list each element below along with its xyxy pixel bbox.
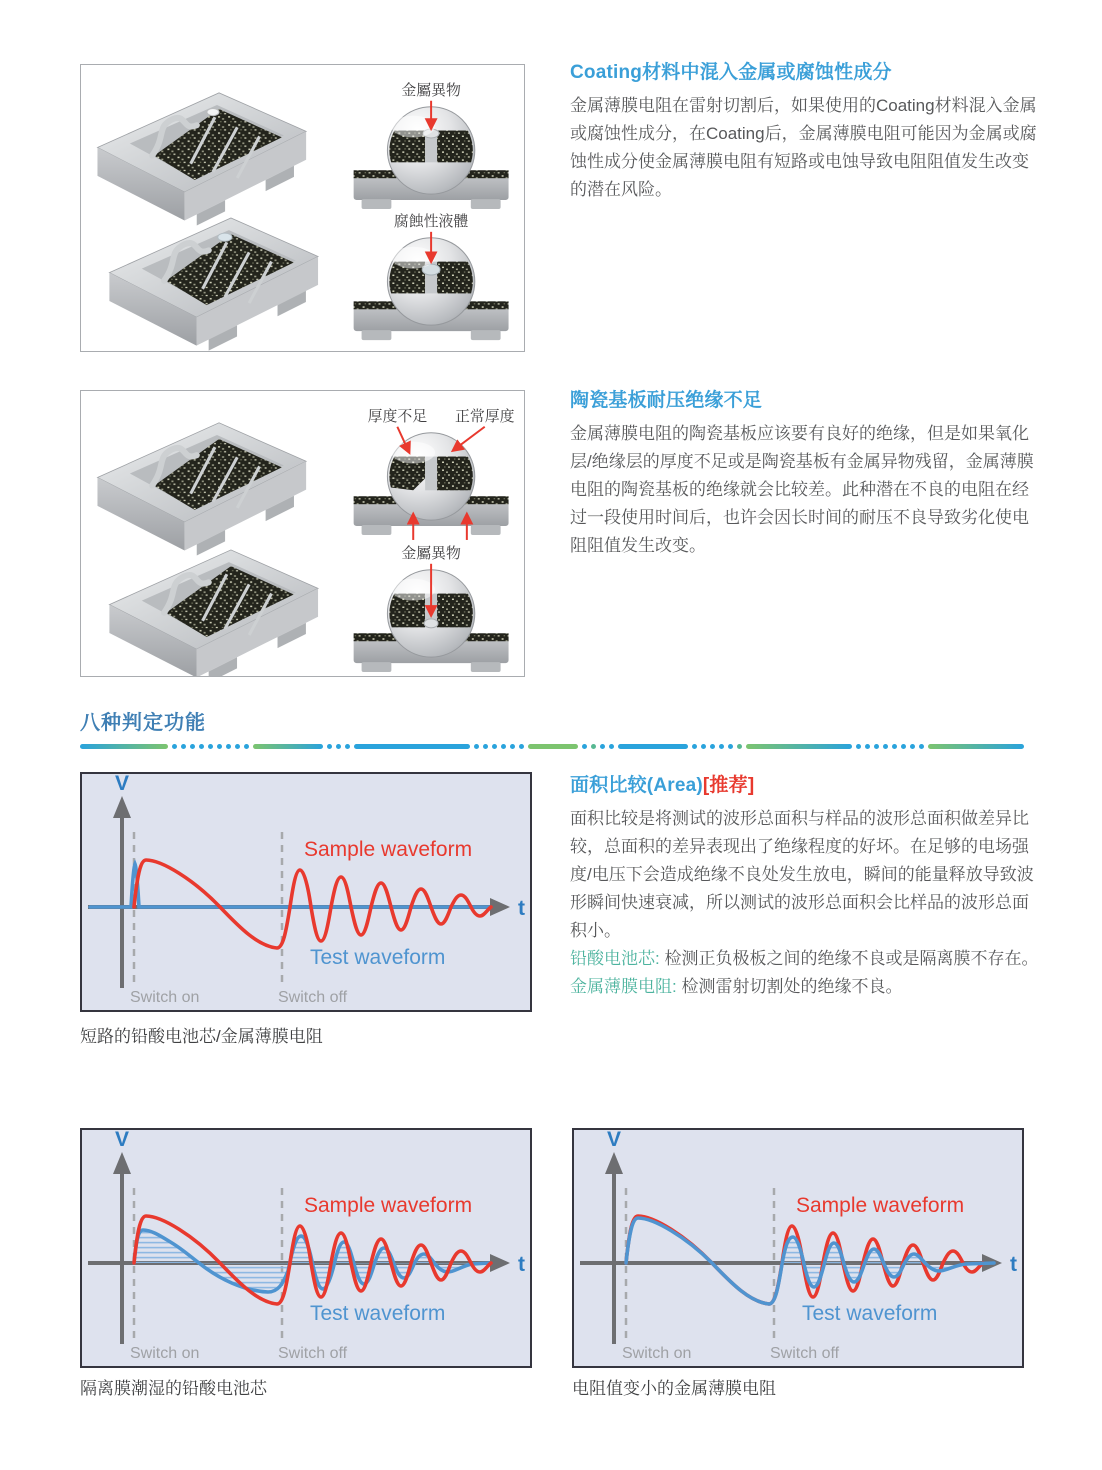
switch-on-label: Switch on [130,989,200,1006]
t-axis-arrow [490,1254,510,1272]
note-lead-acid-term: 铅酸电池芯: [570,949,660,968]
red-arrow [453,427,485,451]
section3-title: 八种判定功能 [80,712,206,734]
v-axis-label: V [114,1130,130,1151]
chip-illustration [109,218,318,351]
t-axis-label: t [518,897,525,920]
v-axis-label: V [606,1130,622,1151]
note-metal-film-term: 金属薄膜电阻: [570,977,677,996]
switch-off-label: Switch off [278,989,348,1006]
section2-text [570,385,1042,560]
chip-illustration [97,423,306,556]
figure-panel-coating-defects [80,64,525,352]
switch-off-label: Switch off [278,1345,348,1362]
figure-label-thin: 厚度不足 [367,408,428,425]
chip-illustration [97,93,306,226]
figure-label-normal: 正常厚度 [454,408,515,425]
section3-text [570,770,1042,1001]
t-axis-label: t [518,1253,525,1276]
magnified-view-thickness [354,433,509,535]
t-axis-label: t [1010,1253,1017,1276]
caption-short-circuit: 短路的铅酸电池芯/金属薄膜电阻 [80,1027,323,1046]
v-axis-label: V [114,774,130,795]
area-compare-title: 面积比较(Area) [570,775,703,796]
section2-body: 金属薄膜电阻的陶瓷基板应该要有良好的绝缘，但是如果氧化层/绝缘层的厚度不足或是陶瓷基板有金属异物残留，金属薄膜电阻的陶瓷基板的绝缘就会比较差。此种潜在不良的电阻在经过一段使用时间后，也许会因长时间的耐压不良导致劣化使电阻阻值发生改变。 [570,424,1034,555]
figure-panel-substrate-defects [80,390,525,677]
note-lead-acid [570,945,1042,973]
test-waveform-label: Test waveform [310,946,446,969]
v-axis-arrow [113,1152,131,1174]
sample-waveform-curve [134,860,491,948]
recommended-tag: [推荐] [702,775,755,796]
t-axis-arrow [490,898,510,916]
figure-label-metal-particle: 金屬異物 [401,545,461,562]
switch-on-label: Switch on [130,1345,200,1362]
section2-heading: 陶瓷基板耐压绝缘不足 [570,390,763,411]
section1-body: 金属薄膜电阻在雷射切割后，如果使用的Coating材料混入金属或腐蚀性成分，在Coating后，金属薄膜电阻可能因为金属或腐蚀性成分使金属薄膜电阻有短路或电蚀导致电阻阻值发生改变的潜在风险。 [570,96,1037,199]
figure-label-metal-particle: 金屬異物 [401,82,461,99]
chip-illustration [109,550,318,676]
figure-label-corrosive-liquid: 腐蝕性液體 [393,213,469,230]
test-waveform-label: Test waveform [310,1302,446,1325]
section3-sub-heading [570,770,1042,797]
caption-lower-resistance: 电阻值变小的金属薄膜电阻 [572,1379,776,1398]
section3-body: 面积比较是将测试的波形总面积与样品的波形总面积做差异比较，总面积的差异表现出了绝缘程度的好坏。在足够的电场强度/电压下会造成绝缘不良处发生放电，瞬间的能量释放导致波形瞬间快速衰减，所以测试的波形总面积会比样品的波形总面积小。 [570,809,1034,940]
sample-waveform-label: Sample waveform [304,1194,473,1217]
waveform-chart-wet-separator [80,1128,532,1368]
v-axis-arrow [605,1152,623,1174]
v-axis-arrow [113,796,131,818]
waveform-chart-short-circuit [80,772,532,1012]
note-metal-film [570,973,1042,1001]
note-metal-film-text: 检测雷射切割处的绝缘不良。 [676,977,903,996]
note-lead-acid-text: 检测正负极板之间的绝缘不良或是隔离膜不存在。 [659,949,1039,968]
switch-on-label: Switch on [622,1345,692,1362]
section1-text [570,57,1042,204]
test-waveform-label: Test waveform [802,1302,938,1325]
caption-wet-separator: 隔离膜潮湿的铅酸电池芯 [80,1379,267,1398]
sample-waveform-label: Sample waveform [796,1194,965,1217]
section1-heading: Coating材料中混入金属或腐蚀性成分 [570,62,892,83]
sample-waveform-label: Sample waveform [304,838,473,861]
section-divider [80,743,1032,749]
switch-off-label: Switch off [770,1345,840,1362]
waveform-chart-lower-resistance [572,1128,1024,1368]
